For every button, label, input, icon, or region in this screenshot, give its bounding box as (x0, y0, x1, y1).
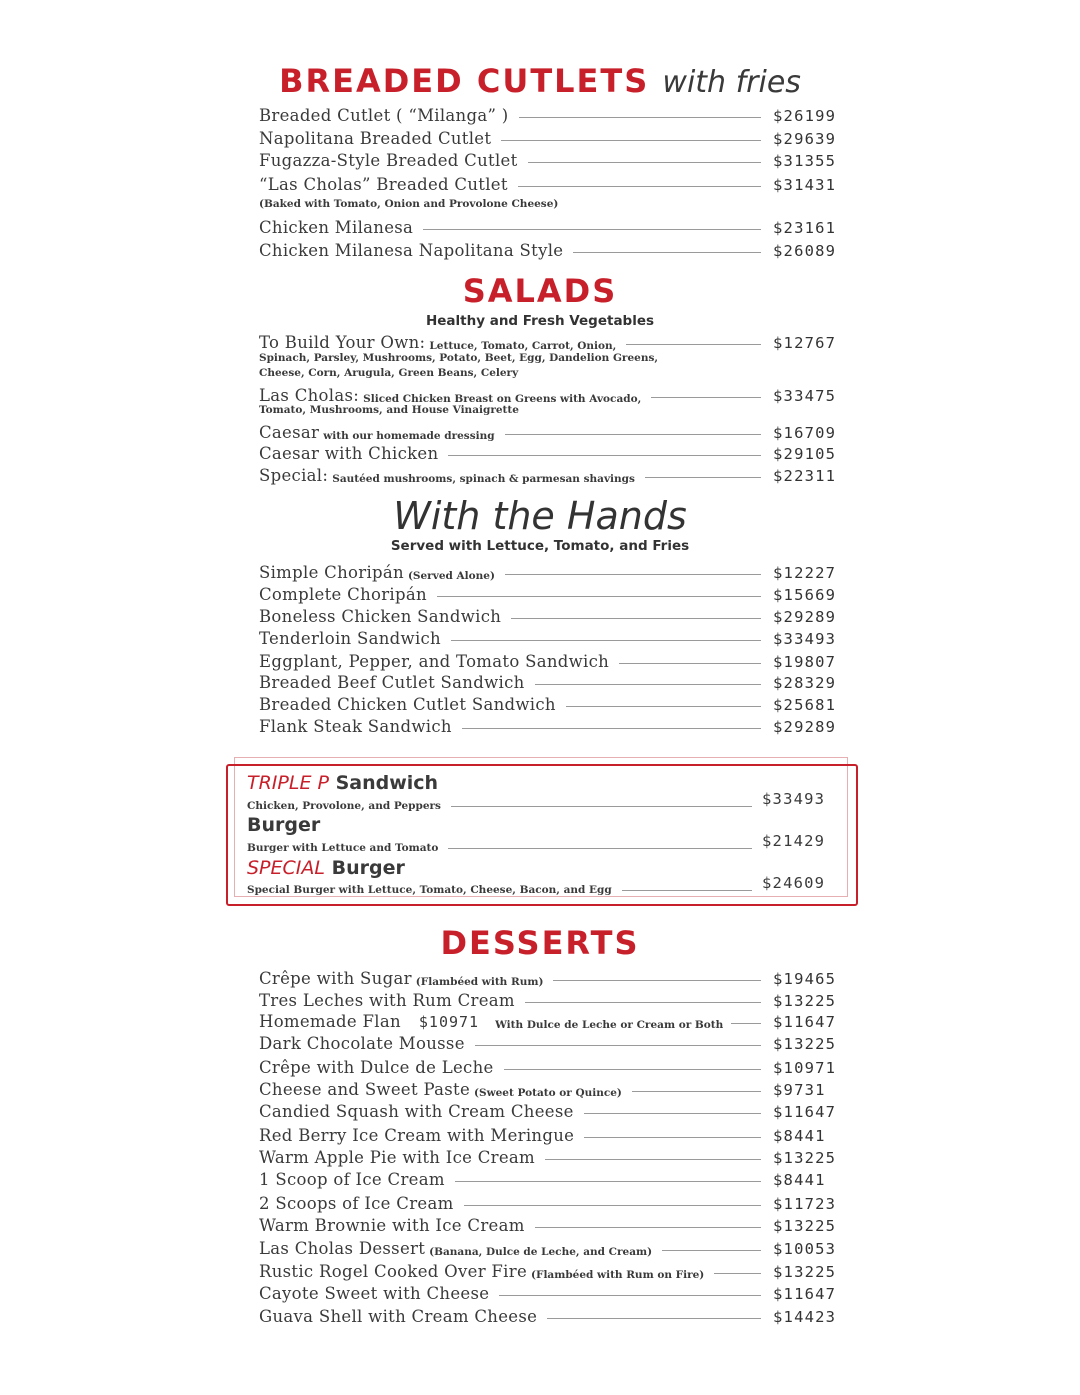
menu-item: Simple Choripán (Served Alone) $12227 (259, 563, 837, 582)
menu-item: Flank Steak Sandwich $29289 (259, 717, 837, 736)
section-subtitle-hands: Served with Lettuce, Tomato, and Fries (390, 538, 690, 554)
menu-item: Dark Chocolate Mousse $13225 (259, 1034, 837, 1053)
section-title-salads: SALADS (462, 272, 618, 310)
menu-item: Crêpe with Dulce de Leche $10971 (259, 1058, 837, 1077)
menu-item: 1 Scoop of Ice Cream $8441 (259, 1170, 826, 1189)
menu-item: Special: Sautéed mushrooms, spinach & parmesan shavings $22311 (259, 466, 837, 485)
section-title-hands: With the Hands (393, 494, 687, 538)
menu-item: Boneless Chicken Sandwich $29289 (259, 607, 837, 626)
section-title-desserts: DESSERTS (440, 924, 640, 962)
menu-item: Las Cholas: Sliced Chicken Breast on Greens with Avocado, $33475 (259, 386, 837, 405)
menu-item: Chicken Milanesa $23161 (259, 218, 837, 237)
menu-item: Tenderloin Sandwich $33493 (259, 629, 837, 648)
menu-item: To Build Your Own: Lettuce, Tomato, Carrot, Onion, $12767 (259, 333, 837, 352)
menu-item: Tres Leches with Rum Cream $13225 (259, 991, 837, 1010)
menu-item-description: (Baked with Tomato, Onion and Provolone Cheese) (259, 198, 559, 210)
menu-item: Crêpe with Sugar (Flambéed with Rum) $19465 (259, 969, 837, 988)
menu-item-description: Spinach, Parsley, Mushrooms, Potato, Beet, Egg, Dandelion Greens, (259, 352, 659, 364)
menu-item: Red Berry Ice Cream with Meringue $8441 (259, 1126, 826, 1145)
menu-item: “Las Cholas” Breaded Cutlet $31431 (259, 175, 837, 194)
menu-item: Homemade Flan $10971 With Dulce de Leche or Cream or Both $11647 (259, 1012, 837, 1031)
menu-item: Caesar with Chicken $29105 (259, 444, 837, 463)
menu-item: Cayote Sweet with Cheese $11647 (259, 1284, 837, 1303)
featured-item: Chicken, Provolone, and Peppers $33493 (247, 790, 826, 812)
menu-item: Warm Brownie with Ice Cream $13225 (259, 1216, 837, 1235)
menu-item: Eggplant, Pepper, and Tomato Sandwich $19807 (259, 652, 837, 671)
menu-item: Candied Squash with Cream Cheese $11647 (259, 1102, 837, 1121)
featured-title: Burger (247, 814, 321, 836)
menu-item: Breaded Beef Cutlet Sandwich $28329 (259, 673, 837, 692)
featured-item: Burger with Lettuce and Tomato $21429 (247, 832, 826, 854)
menu-item: Guava Shell with Cream Cheese $14423 (259, 1307, 837, 1326)
section-subtitle-salads: Healthy and Fresh Vegetables (425, 313, 655, 329)
section-title-cutlets-script: with fries (662, 65, 801, 100)
menu-item: Complete Choripán $15669 (259, 585, 837, 604)
menu-item: Chicken Milanesa Napolitana Style $26089 (259, 241, 837, 260)
section-title-cutlets: BREADED CUTLETS with fries (279, 62, 801, 100)
menu-item: Breaded Cutlet ( “Milanga” ) $26199 (259, 106, 837, 125)
menu-item: Caesar with our homemade dressing $16709 (259, 423, 837, 442)
menu-item: Cheese and Sweet Paste (Sweet Potato or Quince) $9731 (259, 1080, 826, 1099)
menu-item: Las Cholas Dessert (Banana, Dulce de Leche, and Cream) $10053 (259, 1239, 837, 1258)
menu-item: Fugazza-Style Breaded Cutlet $31355 (259, 151, 837, 170)
menu-item: 2 Scoops of Ice Cream $11723 (259, 1194, 837, 1213)
featured-item: Special Burger with Lettuce, Tomato, Cheese, Bacon, and Egg $24609 (247, 874, 826, 896)
featured-title: TRIPLE P Sandwich (247, 772, 439, 794)
menu-item: Napolitana Breaded Cutlet $29639 (259, 129, 837, 148)
menu-item: Warm Apple Pie with Ice Cream $13225 (259, 1148, 837, 1167)
menu-item: Breaded Chicken Cutlet Sandwich $25681 (259, 695, 837, 714)
menu-item-description: Tomato, Mushrooms, and House Vinaigrette (259, 404, 519, 416)
featured-title: SPECIAL Burger (247, 857, 405, 879)
menu-item-description: Cheese, Corn, Arugula, Green Beans, Celery (259, 367, 519, 379)
menu-item: Rustic Rogel Cooked Over Fire (Flambéed with Rum on Fire) $13225 (259, 1262, 837, 1281)
